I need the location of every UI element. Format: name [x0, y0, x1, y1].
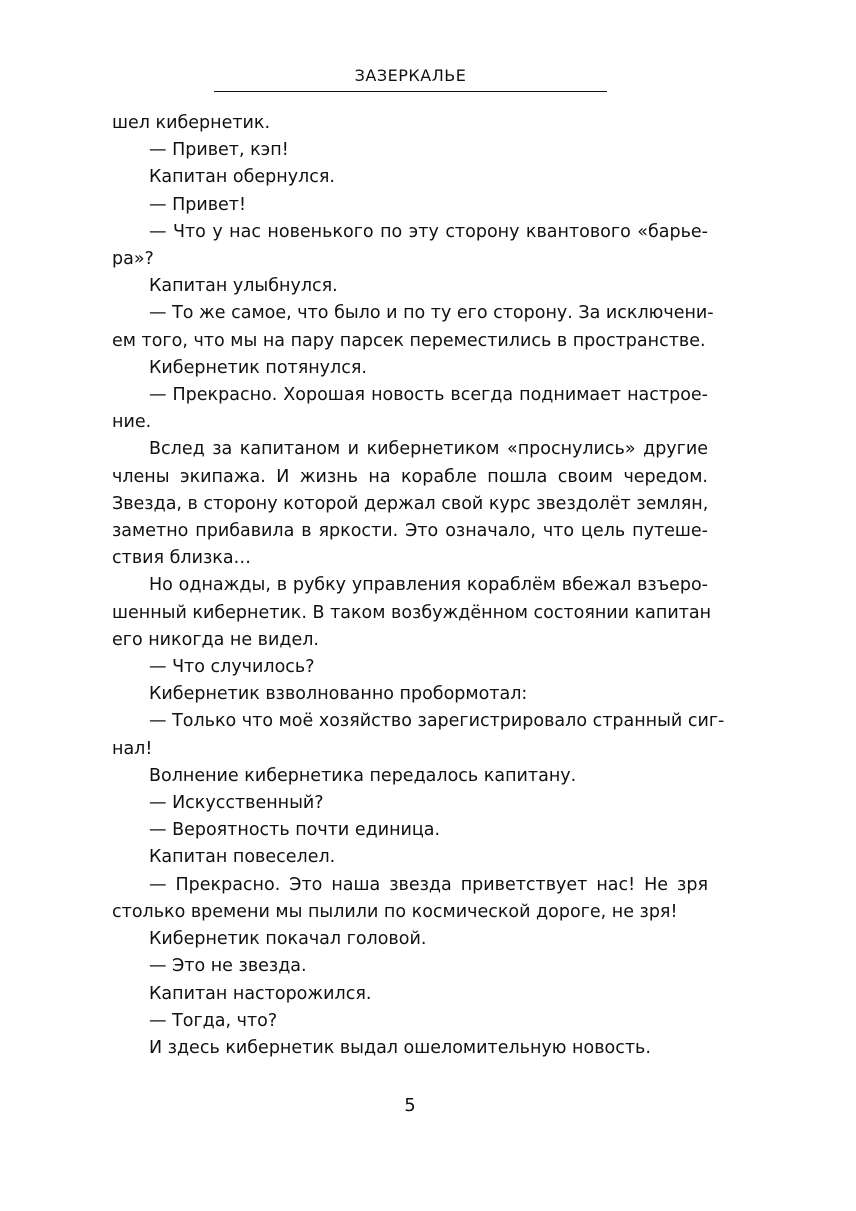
text-line: ра»? [112, 249, 154, 270]
text-line: Кибернетик покачал головой. [149, 929, 427, 950]
text-line: заметно прибавила в яркости. Это означало, что цель путеше- [112, 521, 708, 542]
text-line: — Привет, кэп! [149, 140, 289, 161]
text-line: его никогда не видел. [112, 629, 319, 650]
text-line: — Искусственный? [149, 793, 324, 814]
text-line: И здесь кибернетик выдал ошеломительную новость. [149, 1037, 651, 1058]
text-line: — Привет! [149, 194, 246, 215]
text-line: — Это не звезда. [149, 956, 307, 977]
text-line: Кибернетик взволнованно пробормотал: [149, 684, 528, 705]
text-line: нал! [112, 738, 153, 759]
text-line: Волнение кибернетика передалось капитану. [149, 765, 577, 786]
text-line: — Что у нас новенького по эту сторону квантового «барье- [149, 221, 708, 242]
header-rule [214, 91, 607, 92]
body-text [112, 110, 725, 1062]
text-line: Кибернетик потянулся. [149, 357, 367, 378]
text-line: — Прекрасно. Хорошая новость всегда поднимает настрое- [149, 385, 708, 406]
text-line: — Прекрасно. Это наша звезда приветствует нас! Не зря [149, 874, 708, 895]
text-line: Но однажды, в рубку управления кораблём вбежал взъеро- [149, 575, 708, 596]
text-line: Вслед за капитаном и кибернетиком «проснулись» другие [149, 439, 708, 460]
page-number: 5 [404, 1095, 416, 1116]
text-line: шел кибернетик. [112, 113, 271, 133]
text-line: ние. [112, 412, 152, 433]
text-line: ем того, что мы на пару парсек переместились в пространстве. [112, 330, 706, 351]
text-line: — Тогда, что? [149, 1010, 278, 1031]
text-line: — Только что моё хозяйство зарегистрировало странный сиг- [149, 711, 725, 732]
text-line: шенный кибернетик. В таком возбуждённом состоянии капитан [112, 602, 712, 623]
text-line: Капитан повеселел. [149, 847, 336, 868]
running-header: ЗАЗЕРКАЛЬЕ [354, 66, 467, 85]
text-line: ствия близка… [112, 548, 252, 569]
text-line: Капитан улыбнулся. [149, 276, 338, 297]
text-line: члены экипажа. И жизнь на корабле пошла своим чередом. [112, 466, 708, 487]
text-line: столько времени мы пылили по космической дороге, не зря! [112, 901, 678, 922]
text-line: — То же самое, что было и по ту его сторону. За исключени- [149, 303, 714, 324]
text-line: Звезда, в сторону которой держал свой курс звездолёт землян, [112, 493, 709, 514]
text-line: — Вероятность почти единица. [149, 820, 441, 841]
text-line: — Что случилось? [149, 657, 315, 678]
text-line: Капитан насторожился. [149, 983, 372, 1004]
text-line: Капитан обернулся. [149, 167, 335, 188]
